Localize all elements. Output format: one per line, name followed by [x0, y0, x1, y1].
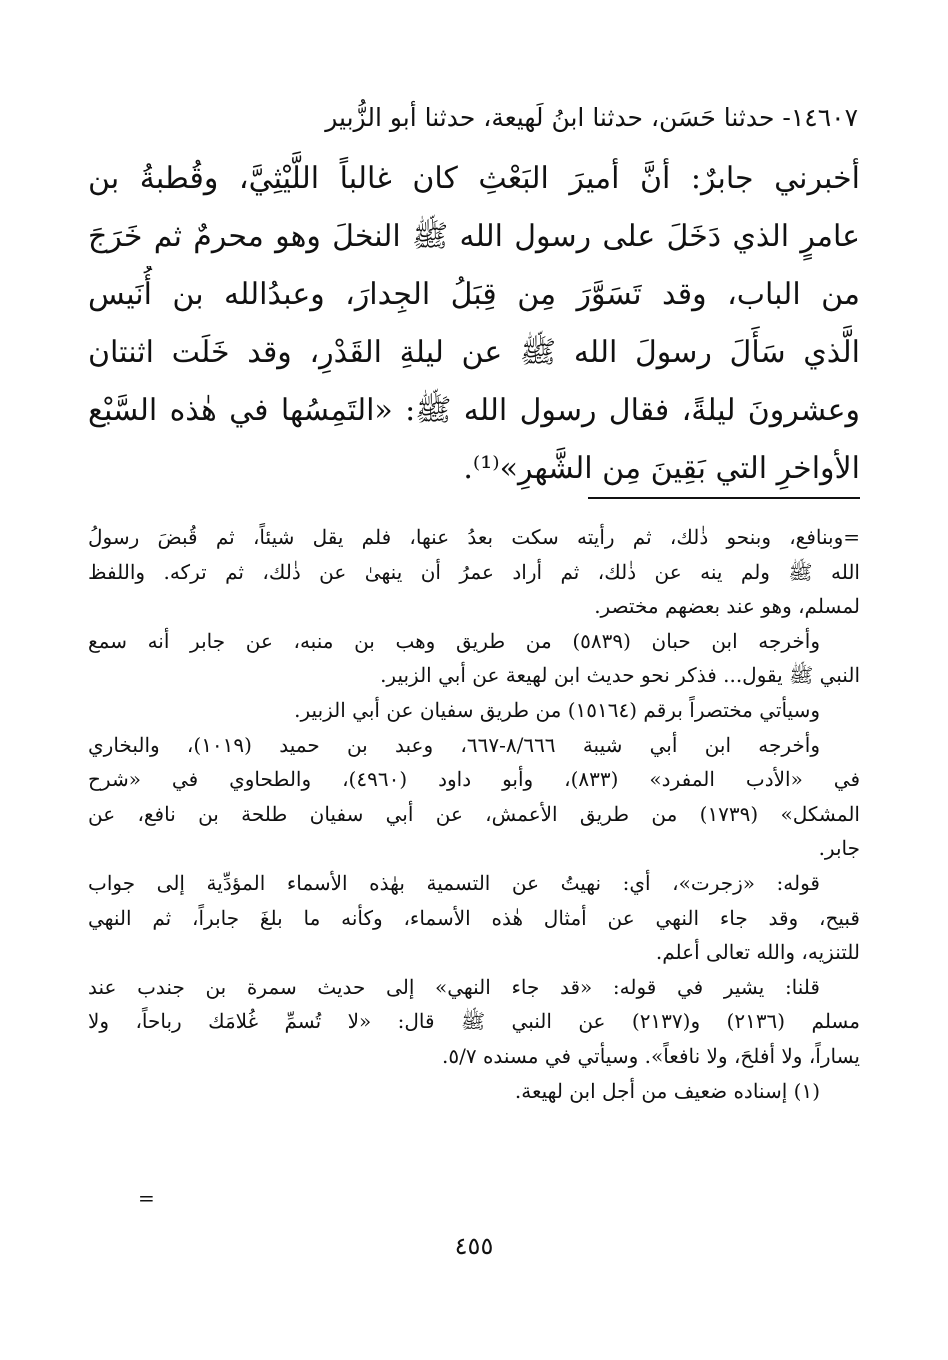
- hadith-line: وعشرونَ ليلةً، فقال رسول الله ﷺ: «التَمِسُها في هٰذه السَّبْع: [88, 393, 860, 428]
- footnote-line: قبيح، وقد جاء النهي عن أمثال هٰذه الأسماء، وكأنه ما بلغَ جابراً، ثم النهي: [88, 905, 860, 930]
- footnote-line: وأخرجه ابن حبان (٥٨٣٩) من طريق وهب بن منبه، عن جابر أنه سمع: [88, 628, 820, 653]
- footnote-line: وأخرجه ابن أبي شيبة ٨/٦٦٦-٦٦٧، وعبد بن حميد (١٠١٩)، والبخاري: [88, 732, 821, 757]
- footnote-line: (١) إسناده ضعيف من أجل ابن لهيعة.: [514, 1078, 820, 1103]
- footnote-separator: [588, 497, 860, 499]
- page-number: ٤٥٥: [454, 1232, 494, 1260]
- hadith-text: [88, 150, 860, 498]
- hadith-line: الَّذي سَأَلَ رسولَ الله ﷺ عن ليلةِ القَدْرِ، وقد خَلَت اثنتان: [88, 335, 860, 370]
- footnote-line: قوله: «زجرت»، أي: نهيتُ عن التسمية بهٰذه الأسماء المؤدِّية إلى جواب: [88, 870, 820, 895]
- footnote-line: =وبنافع، وبنحو ذٰلك، ثم رأيته سكت بعدُ عنها، فلم يقل شيئاً، ثم قُبضَ رسولُ: [88, 525, 860, 549]
- footnote-line: الله ﷺ ولم ينه عن ذٰلك، ثم أراد عمرُ أن ينهىٰ عن ذٰلك، ثم تركه. واللفظ: [88, 559, 860, 584]
- hadith-line: من الباب، وقد تَسَوَّرَ مِن قِبَلُ الجِدارَ، وعبدُالله بن أُنَيس: [88, 277, 860, 312]
- hadith-heading: ١٤٦٠٧- حدثنا حَسَن، حدثنا ابنُ لَهيعة، حدثنا أبو الزُّبير: [325, 103, 858, 132]
- continuation-mark: =: [138, 1186, 155, 1210]
- footnote-line: لمسلم، وهو عند بعضهم مختصر.: [594, 594, 860, 619]
- hadith-line: عامرٍ الذي دَخَلَ على رسول الله ﷺ النخلَ وهو محرمٌ ثم خَرَجَ: [88, 219, 860, 254]
- footnote-line: وسيأتي مختصراً برقم (١٥١٦٤) من طريق سفيان عن أبي الزبير.: [294, 697, 820, 722]
- footnotes: [88, 520, 860, 1108]
- footnote-line: للتنزيه، والله تعالى أعلم.: [655, 940, 860, 965]
- footnote-line: في «الأدب المفرد» (٨٣٣)، وأبو داود (٤٩٦٠)، والطحاوي في «شرح: [88, 767, 860, 792]
- hadith-line: الأواخرِ التي بَقِينَ مِن الشَّهرِ»⁽¹⁾.: [463, 451, 860, 486]
- footnote-line: جابر.: [818, 836, 860, 861]
- footnote-line: النبي ﷺ يقول... فذكر نحو حديث ابن لهيعة عن أبي الزبير.: [380, 663, 860, 688]
- footnote-line: قلنا: يشير في قوله: «قد جاء النهي» إلى حديث سمرة بن جندب عند: [88, 974, 820, 999]
- hadith-line: أخبرني جابرٌ: أنَّ أميرَ البَعْثِ كان غالباً اللَّيْثِيَّ، وقُطبةُ بن: [88, 161, 860, 196]
- footnote-line: مسلم (٢١٣٦) و(٢١٣٧) عن النبي ﷺ قال: «لا تُسمِّ غُلامَك رباحاً، ولا: [88, 1009, 860, 1034]
- footnote-line: يساراً، ولا أفلحَ، ولا نافعاً». وسيأتي في مسنده ٥/٧.: [442, 1043, 860, 1068]
- footnote-line: المشكل» (١٧٣٩) من طريق الأعمش، عن أبي سفيان طلحة بن نافع، عن: [88, 801, 860, 826]
